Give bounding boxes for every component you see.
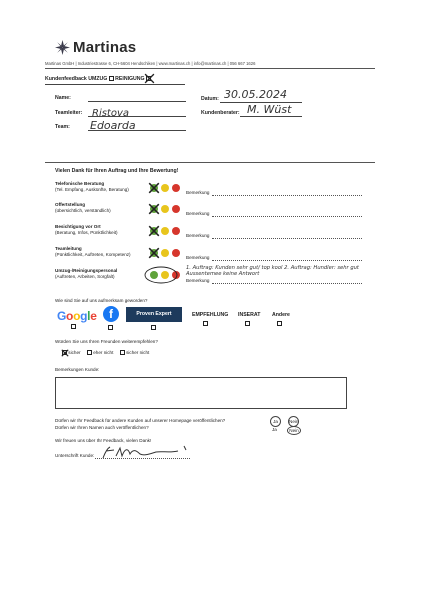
source-facebook [103, 306, 119, 322]
remark-line[interactable] [212, 195, 362, 196]
sicher-nicht-checkbox[interactable] [120, 350, 125, 355]
company-info: Martinas GmbH | Industriestrasse 6, CH-5604 Hendschiken | www.martinas.ch | info@martinas.ch | 056 667 1626 [45, 61, 256, 66]
umzug-checkbox[interactable] [109, 76, 114, 81]
martinas-logo-icon [55, 40, 70, 55]
question-title: Umzug-/Reinigungspersonal [55, 268, 118, 273]
no-label: Nein [289, 419, 299, 424]
cross-mark-icon [61, 349, 69, 357]
section-divider [45, 162, 375, 163]
question-title: Besichtigung vor Ort [55, 224, 101, 229]
question-telefon [55, 181, 129, 192]
facebook-checkbox[interactable] [108, 325, 113, 330]
sicher-nicht-label: sicher nicht [126, 350, 150, 355]
title-umzug: Kundenfeedback UMZUG [45, 76, 108, 82]
source-empfehlung [192, 312, 228, 318]
neutral-face-icon[interactable] [161, 249, 169, 257]
facebook-icon: f [103, 306, 119, 322]
question-title: Teamleitung [55, 246, 82, 251]
sad-face-icon[interactable] [172, 227, 180, 235]
question-offerte [55, 202, 111, 213]
google-logo: Google [57, 309, 97, 323]
form-title [45, 76, 151, 82]
question-teamleitung [55, 246, 131, 257]
recommend-question: Würden Sie uns Ihren Freunden weiterempfehlen? [55, 339, 158, 344]
sad-face-icon[interactable] [172, 249, 180, 257]
remark-label: Bemerkung [186, 278, 210, 283]
remark-label: Bemerkung [186, 255, 210, 260]
teamleiter-value: Ristova [92, 108, 130, 119]
no-label: Nein [289, 428, 299, 433]
remark-line[interactable] [212, 238, 362, 239]
publish-question-feedback: Dürfen wir Ihr Feedback für andere Kunden auf unserer Homepage veröffentlichen? [55, 418, 226, 423]
kundenberater-field[interactable] [240, 116, 302, 117]
remark-label: Bemerkung [186, 190, 210, 195]
provenexpert-label: Proven Expert [136, 311, 172, 317]
name-label: Name: [55, 95, 71, 101]
comments-textarea[interactable] [55, 377, 347, 409]
google-checkbox[interactable] [71, 324, 76, 329]
empfehlung-checkbox[interactable] [203, 321, 208, 326]
eher-nicht-label: eher nicht [93, 350, 114, 355]
neutral-face-icon[interactable] [161, 205, 169, 213]
neutral-face-icon[interactable] [161, 184, 169, 192]
intro-text: Vielen Dank für Ihren Auftrag und Ihre Bewertung! [55, 168, 179, 174]
question-sub: (Auftreten, Arbeiten, Sorgfalt) [55, 273, 115, 279]
comments-label: Bemerkungen Kunde: [55, 367, 100, 372]
sicher-checkbox[interactable] [62, 350, 67, 355]
no-radio-name[interactable] [287, 426, 301, 435]
cross-mark-icon [148, 203, 160, 215]
question-besichtigung [55, 224, 118, 235]
sad-face-icon[interactable] [172, 205, 180, 213]
cross-mark-icon [148, 182, 160, 194]
andere-checkbox[interactable] [277, 321, 282, 326]
provenexpert-checkbox[interactable] [151, 325, 156, 330]
title-reinigung: REINIGUNG [115, 76, 145, 82]
question-personal [55, 268, 117, 279]
header-divider [45, 68, 375, 69]
name-field[interactable] [88, 101, 186, 102]
inserat-checkbox[interactable] [245, 321, 250, 326]
remark-line[interactable] [212, 216, 362, 217]
thanks-text: Wir freuen uns über Ihr Feedback, vielen Dank! [55, 438, 152, 443]
source-provenexpert [126, 307, 182, 322]
neutral-face-icon[interactable] [161, 227, 169, 235]
source-google [57, 309, 95, 323]
question-sub: (übersichtlich, verständlich) [55, 207, 111, 213]
question-sub: (Beratung, Infos, Pünktlichkeit) [55, 229, 118, 235]
source-question: Wie sind Sie auf uns aufmerksam geworden? [55, 298, 148, 303]
yes-radio-feedback[interactable] [270, 416, 281, 427]
cross-mark-icon [148, 225, 160, 237]
cross-mark-icon [148, 247, 160, 259]
title-underline [45, 84, 185, 85]
kundenberater-label: Kundenberater: [201, 110, 240, 116]
sicher-label: sicher [68, 350, 81, 355]
datum-label: Datum: [201, 96, 219, 102]
team-value: Edoarda [90, 119, 136, 132]
signature-label: Unterschrift Kunde: [55, 453, 95, 458]
team-label: Team: [55, 124, 70, 130]
kundenberater-value: M. Wüst [247, 103, 292, 116]
question-title: Offertstellung [55, 202, 86, 207]
remark-label: Bemerkung [186, 211, 210, 216]
customer-signature [100, 442, 192, 462]
personal-remark: 1. Auftrag: Kunden sehr gut/ top kool 2. Auftrag: Hundler: sehr gut Aussentemee keine Antwort [186, 265, 359, 278]
cross-mark-icon [144, 73, 155, 84]
question-sub: (Tel. Empfang, Auskünfte, Beratung) [55, 186, 129, 192]
andere-label: Andere [272, 312, 290, 318]
yes-label-name: Ja [272, 427, 277, 432]
brand-name: Martinas [73, 39, 137, 56]
circle-mark-icon [144, 266, 178, 284]
inserat-label: INSERAT [238, 312, 261, 318]
publish-question-name: Dürfen wir Ihren Namen auch veröffentlichen? [55, 425, 149, 430]
sad-face-icon[interactable] [172, 184, 180, 192]
source-inserat [238, 312, 260, 318]
provenexpert-logo [126, 307, 182, 322]
question-sub: (Pünktlichkeit, Auftreten, Kompetenz) [55, 251, 131, 257]
question-title: Telefonische Beratung [55, 181, 105, 186]
teamleiter-label: Teamleiter: [55, 110, 83, 116]
yes-label: Ja [273, 419, 278, 424]
source-andere [272, 312, 290, 318]
remark-label: Bemerkung [186, 233, 210, 238]
reinigung-checkbox[interactable] [146, 76, 151, 81]
eher-nicht-checkbox[interactable] [87, 350, 92, 355]
recommend-options [62, 350, 149, 355]
rating-section [55, 181, 395, 291]
empfehlung-label: EMPFEHLUNG [192, 312, 229, 318]
datum-value: 30.05.2024 [224, 88, 287, 101]
remark-line[interactable] [212, 283, 362, 284]
remark-line[interactable] [212, 260, 362, 261]
